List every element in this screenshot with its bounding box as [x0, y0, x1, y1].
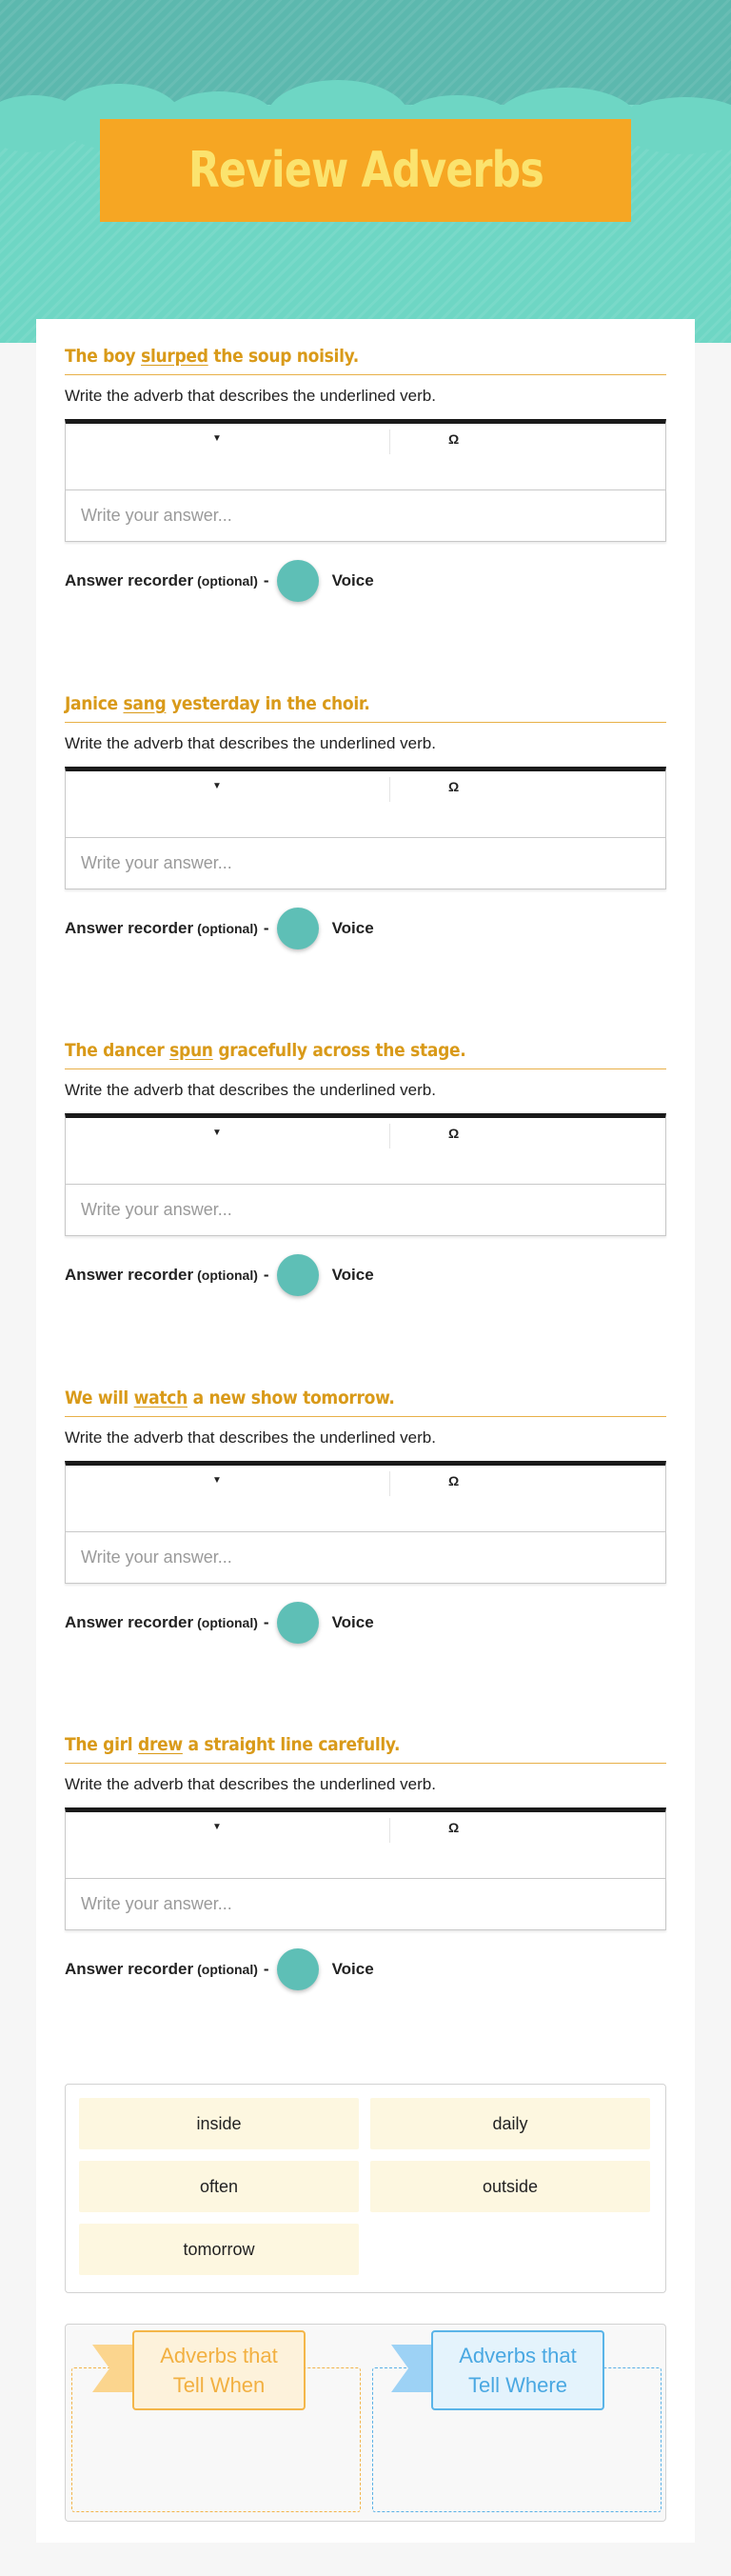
- question-instruction: Write the adverb that describes the underlined verb.: [65, 1428, 436, 1447]
- answer-recorder: [65, 907, 666, 950]
- recorder-dash: -: [263, 1960, 269, 1978]
- answer-input[interactable]: Write your answer...: [65, 1879, 666, 1930]
- recorder-dash: -: [263, 1266, 269, 1284]
- sorting-area: [65, 2324, 666, 2522]
- special-character-button[interactable]: Ω: [448, 1820, 460, 1835]
- underlined-verb: slurped: [141, 346, 208, 367]
- editor-toolbar: [66, 1118, 665, 1152]
- question-title: The girl drew a straight line carefully.: [65, 1734, 666, 1764]
- voice-label: Voice: [331, 571, 374, 589]
- rich-text-editor[interactable]: [65, 1807, 666, 1879]
- word-chip-inside[interactable]: inside: [79, 2098, 359, 2149]
- recorder-dash: -: [263, 919, 269, 937]
- question-2: [65, 693, 666, 950]
- ribbon-tail-left-where: [391, 2341, 435, 2396]
- record-button[interactable]: [277, 1254, 319, 1296]
- editor-toolbar: [66, 424, 665, 458]
- rich-text-editor[interactable]: [65, 419, 666, 490]
- editor-toolbar: [66, 1466, 665, 1500]
- special-character-button[interactable]: Ω: [448, 1473, 460, 1488]
- underlined-verb: sang: [123, 693, 167, 714]
- ribbon-tail-left-when: [92, 2341, 136, 2396]
- recorder-optional: (optional): [197, 1962, 258, 1977]
- word-bank: [65, 2084, 666, 2293]
- recorder-label: Answer recorder: [65, 1613, 194, 1631]
- voice-label: Voice: [331, 1266, 374, 1284]
- recorder-optional: (optional): [197, 921, 258, 936]
- caret-down-icon[interactable]: ▼: [212, 781, 222, 791]
- toolbar-divider: [389, 1818, 390, 1843]
- editor-toolbar: [66, 1812, 665, 1847]
- page-title: Review Adverbs: [188, 142, 543, 199]
- question-instruction: Write the adverb that describes the underlined verb.: [65, 387, 436, 405]
- toolbar-divider: [389, 1471, 390, 1496]
- word-chip-outside[interactable]: outside: [370, 2161, 650, 2212]
- editor-toolbar: [66, 771, 665, 806]
- word-chip-daily[interactable]: daily: [370, 2098, 650, 2149]
- caret-down-icon[interactable]: ▼: [212, 1128, 222, 1138]
- word-chip-often[interactable]: often: [79, 2161, 359, 2212]
- underlined-verb: spun: [169, 1040, 213, 1061]
- answer-input[interactable]: Write your answer...: [65, 838, 666, 889]
- question-instruction: Write the adverb that describes the underlined verb.: [65, 1081, 436, 1099]
- recorder-dash: -: [263, 1613, 269, 1631]
- answer-recorder: [65, 1947, 666, 1991]
- worksheet-card: [36, 319, 695, 2543]
- question-title: We will watch a new show tomorrow.: [65, 1388, 666, 1417]
- record-button[interactable]: [277, 1948, 319, 1990]
- question-3: [65, 1040, 666, 1297]
- caret-down-icon[interactable]: ▼: [212, 433, 222, 444]
- question-4: [65, 1388, 666, 1645]
- rich-text-editor[interactable]: [65, 1113, 666, 1185]
- question-instruction: Write the adverb that describes the underlined verb.: [65, 1775, 436, 1793]
- answer-input[interactable]: Write your answer...: [65, 1532, 666, 1584]
- question-title: The boy slurped the soup noisily.: [65, 346, 666, 375]
- recorder-optional: (optional): [197, 573, 258, 589]
- special-character-button[interactable]: Ω: [448, 779, 460, 794]
- record-button[interactable]: [277, 908, 319, 949]
- record-button[interactable]: [277, 560, 319, 602]
- question-instruction: Write the adverb that describes the underlined verb.: [65, 734, 436, 752]
- underlined-verb: watch: [133, 1388, 188, 1408]
- header-background: [0, 0, 731, 343]
- word-chip-tomorrow[interactable]: tomorrow: [79, 2224, 359, 2275]
- recorder-label: Answer recorder: [65, 571, 194, 589]
- answer-input[interactable]: Write your answer...: [65, 1185, 666, 1236]
- answer-recorder: [65, 559, 666, 603]
- record-button[interactable]: [277, 1602, 319, 1644]
- recorder-optional: (optional): [197, 1268, 258, 1283]
- recorder-label: Answer recorder: [65, 1266, 194, 1284]
- caret-down-icon[interactable]: ▼: [212, 1475, 222, 1486]
- category-label-where: Adverbs that Tell Where: [431, 2330, 604, 2410]
- toolbar-divider: [389, 429, 390, 454]
- toolbar-divider: [389, 1124, 390, 1148]
- answer-recorder: [65, 1601, 666, 1645]
- recorder-label: Answer recorder: [65, 919, 194, 937]
- special-character-button[interactable]: Ω: [448, 431, 460, 447]
- voice-label: Voice: [331, 919, 374, 937]
- answer-recorder: [65, 1253, 666, 1297]
- question-5: [65, 1734, 666, 1991]
- voice-label: Voice: [331, 1960, 374, 1978]
- recorder-dash: -: [263, 571, 269, 589]
- category-label-when: Adverbs that Tell When: [132, 2330, 306, 2410]
- title-banner: [100, 119, 631, 222]
- question-1: [65, 346, 666, 603]
- answer-input[interactable]: Write your answer...: [65, 490, 666, 542]
- question-title: Janice sang yesterday in the choir.: [65, 693, 666, 723]
- recorder-label: Answer recorder: [65, 1960, 194, 1978]
- recorder-optional: (optional): [197, 1615, 258, 1630]
- underlined-verb: drew: [138, 1734, 183, 1755]
- rich-text-editor[interactable]: [65, 1461, 666, 1532]
- question-title: The dancer spun gracefully across the stage.: [65, 1040, 666, 1069]
- special-character-button[interactable]: Ω: [448, 1126, 460, 1141]
- caret-down-icon[interactable]: ▼: [212, 1822, 222, 1832]
- voice-label: Voice: [331, 1613, 374, 1631]
- toolbar-divider: [389, 777, 390, 802]
- rich-text-editor[interactable]: [65, 767, 666, 838]
